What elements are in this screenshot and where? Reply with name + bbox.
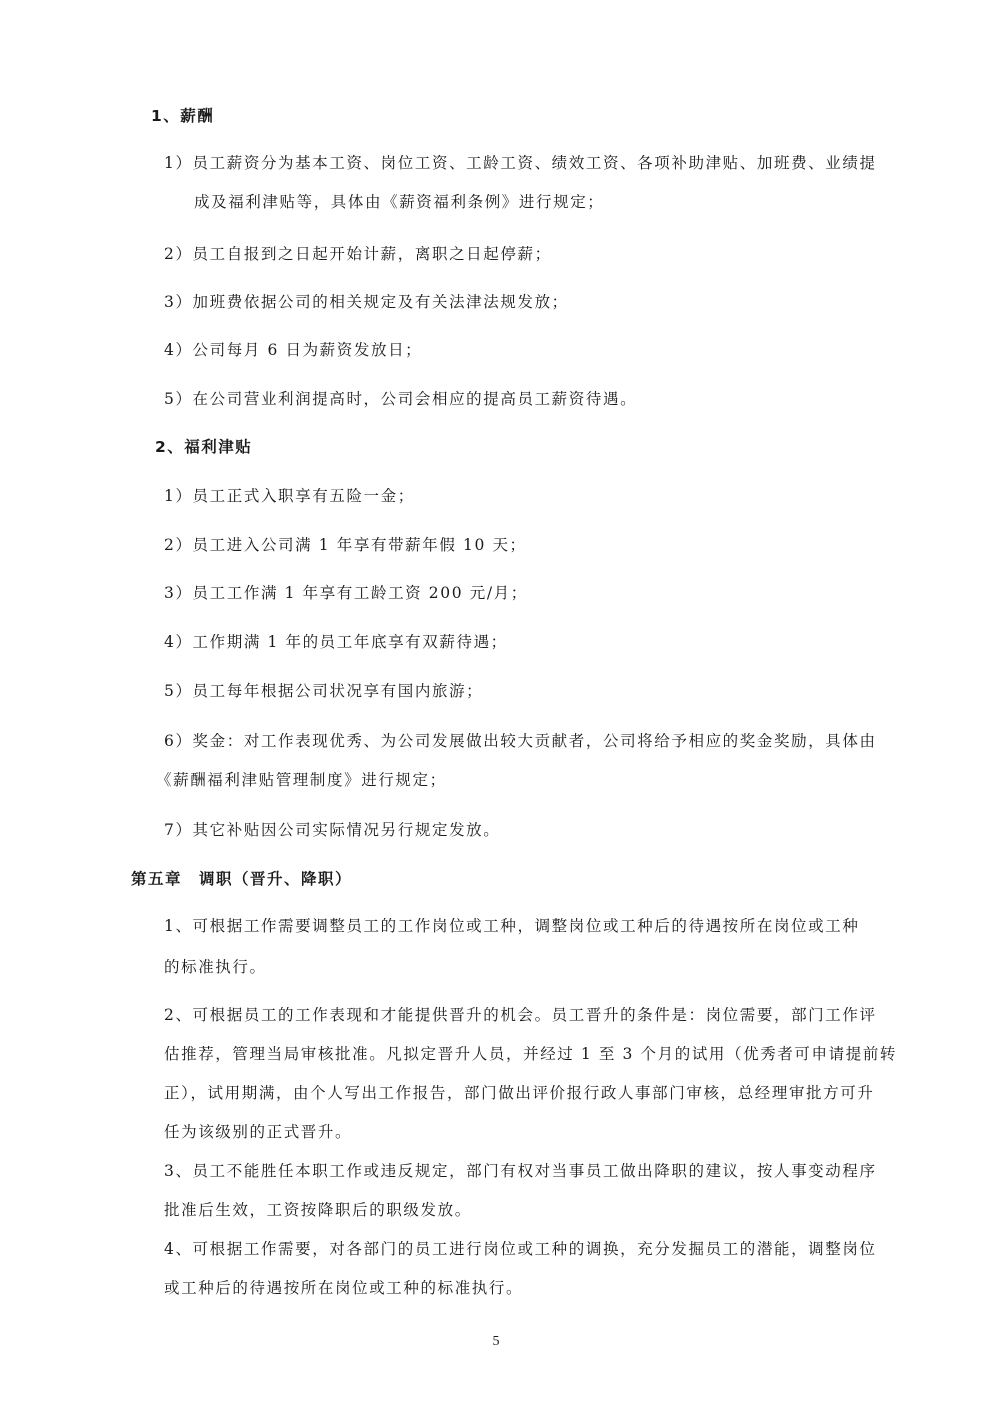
salary-item-1-line-1: 1）员工薪资分为基本工资、岗位工资、工龄工资、绩效工资、各项补助津贴、加班费、业绩提 — [164, 154, 877, 172]
welfare-item-2: 2）员工进入公司满 1 年享有带薪年假 10 天； — [164, 536, 527, 554]
welfare-item-6-line-1: 6）奖金：对工作表现优秀、为公司发展做出较大贡献者，公司将给予相应的奖金奖励，具体由 — [164, 732, 877, 750]
chapter5-item-2-line-2: 估推荐，管理当局审核批准。凡拟定晋升人员，并经过 1 至 3 个月的试用（优秀者可申请提前转 — [164, 1045, 898, 1063]
chapter5-item-1-line-2: 的标准执行。 — [164, 958, 267, 976]
chapter-title: 第五章 调职（晋升、降职） — [131, 870, 353, 888]
salary-item-5: 5）在公司营业利润提高时，公司会相应的提高员工薪资待遇。 — [164, 390, 638, 408]
welfare-item-3: 3）员工工作满 1 年享有工龄工资 200 元/月； — [164, 584, 528, 602]
chapter5-item-2-line-3: 正），试用期满，由个人写出工作报告，部门做出评价报行政人事部门审核，总经理审批方可升 — [164, 1084, 875, 1102]
welfare-item-4: 4）工作期满 1 年的员工年底享有双薪待遇； — [164, 633, 508, 651]
chapter5-item-3-line-1: 3、员工不能胜任本职工作或违反规定，部门有权对当事员工做出降职的建议，按人事变动程序 — [164, 1162, 877, 1180]
welfare-item-5: 5）员工每年根据公司状况享有国内旅游； — [164, 682, 484, 700]
section-heading-welfare: 2、福利津贴 — [155, 438, 253, 456]
salary-item-1-line-2: 成及福利津贴等，具体由《薪资福利条例》进行规定； — [194, 193, 605, 211]
welfare-item-6-line-2: 《薪酬福利津贴管理制度》进行规定； — [156, 771, 447, 789]
chapter5-item-2-line-4: 任为该级别的正式晋升。 — [164, 1123, 353, 1141]
welfare-item-1: 1）员工正式入职享有五险一金； — [164, 487, 415, 505]
chapter5-item-4-line-2: 或工种后的待遇按所在岗位或工种的标准执行。 — [164, 1279, 524, 1297]
chapter5-item-2-line-1: 2、可根据员工的工作表现和才能提供晋升的机会。员工晋升的条件是：岗位需要，部门工作评 — [164, 1006, 877, 1024]
salary-item-4: 4）公司每月 6 日为薪资发放日； — [164, 341, 423, 359]
chapter5-item-4-line-1: 4、可根据工作需要，对各部门的员工进行岗位或工种的调换，充分发掘员工的潜能，调整岗位 — [164, 1240, 877, 1258]
salary-item-2: 2）员工自报到之日起开始计薪，离职之日起停薪； — [164, 245, 552, 263]
salary-item-3: 3）加班费依据公司的相关规定及有关法津法规发放； — [164, 293, 569, 311]
section-heading-salary: 1、薪酬 — [151, 107, 215, 125]
chapter5-item-3-line-2: 批准后生效，工资按降职后的职级发放。 — [164, 1201, 472, 1219]
page-number: 5 — [492, 1334, 500, 1349]
chapter5-item-1-line-1: 1、可根据工作需要调整员工的工作岗位或工种，调整岗位或工种后的待遇按所在岗位或工种 — [164, 917, 860, 935]
welfare-item-7: 7）其它补贴因公司实际情况另行规定发放。 — [164, 821, 501, 839]
